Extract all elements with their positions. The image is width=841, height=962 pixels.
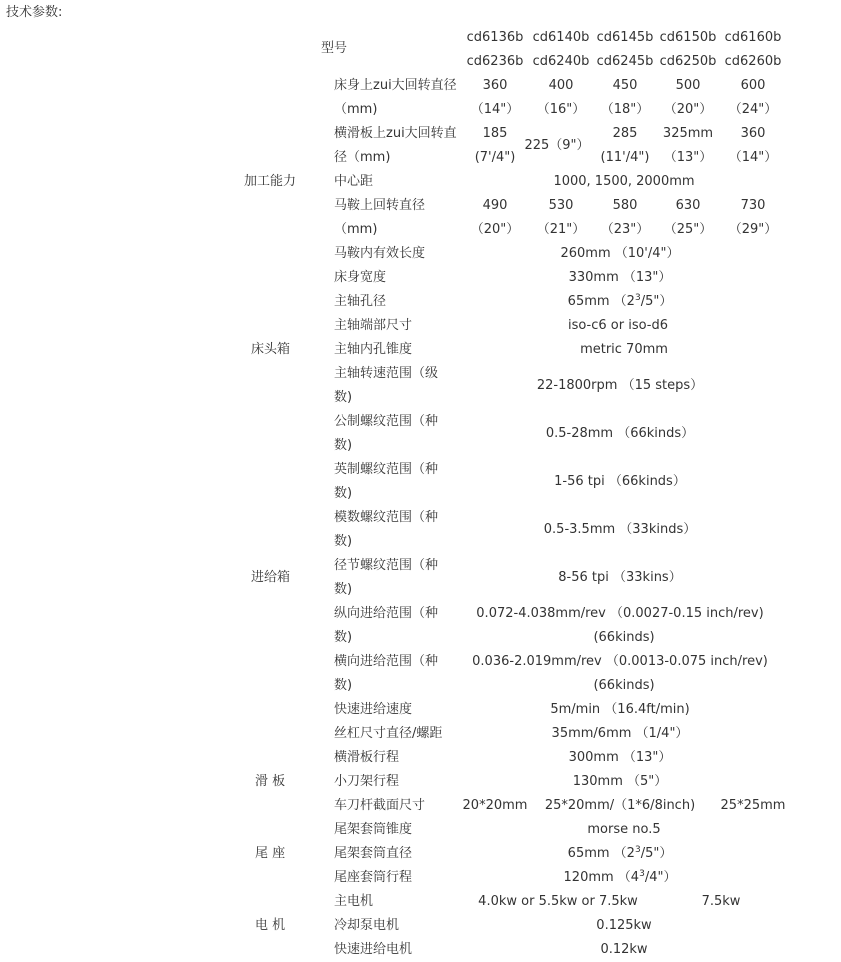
param-value: 300mm （13"） [568, 750, 672, 765]
param-label: （mm) [334, 222, 378, 237]
param-label: 主轴内孔锥度 [334, 342, 413, 357]
param-value: 490 [482, 198, 508, 213]
model-header-label: 型号 [321, 41, 348, 56]
model-name: cd6245b [596, 54, 654, 69]
param-label: 数) [334, 582, 353, 597]
model-name: cd6250b [659, 54, 717, 69]
param-label: 快速进给电机 [334, 942, 413, 957]
param-label: 快速进给速度 [334, 702, 413, 717]
param-value: （14"） [728, 150, 778, 165]
model-name: cd6136b [466, 30, 524, 45]
param-value: 25*20mm/（1*6/8inch) [544, 798, 696, 813]
param-value: 4.0kw or 5.5kw or 7.5kw [478, 894, 638, 909]
group-label: 床头箱 [251, 342, 291, 357]
param-label: 数) [334, 486, 353, 501]
param-label: 数) [334, 630, 353, 645]
param-value: （20"） [663, 102, 713, 117]
param-value: 580 [612, 198, 638, 213]
group-label: 进给箱 [251, 570, 291, 585]
param-value: 260mm （10'/4"） [560, 246, 680, 261]
param-label: （mm) [334, 102, 378, 117]
param-value: 600 [740, 78, 766, 93]
param-value: 400 [548, 78, 574, 93]
param-label: 丝杠尺寸直径/螺距 [334, 726, 443, 741]
param-value: 360 [740, 126, 766, 141]
param-value: （20"） [470, 222, 520, 237]
param-value: 130mm （5"） [572, 774, 668, 789]
group-label: 加工能力 [244, 174, 297, 189]
spec-table [0, 26, 841, 962]
param-label: 纵向进给范围（种 [334, 606, 439, 621]
group-label: 滑 板 [255, 774, 286, 789]
param-value: 0.072-4.038mm/rev （0.0027-0.15 inch/rev) [476, 606, 764, 621]
model-name: cd6145b [596, 30, 654, 45]
param-value: （25"） [663, 222, 713, 237]
param-value: (11'/4") [600, 150, 650, 165]
param-value: 360 [482, 78, 508, 93]
param-label: 数) [334, 534, 353, 549]
param-value: 530 [548, 198, 574, 213]
param-value: （29"） [728, 222, 778, 237]
param-label: 径节螺纹范围（种 [334, 558, 439, 573]
param-label: 公制螺纹范围（种 [334, 414, 439, 429]
model-name: cd6260b [724, 54, 782, 69]
param-label: 尾座套筒行程 [334, 870, 413, 885]
model-name: cd6150b [659, 30, 717, 45]
param-label: 主电机 [334, 894, 374, 909]
param-value: （23"） [600, 222, 650, 237]
param-value: 0.125kw [596, 918, 652, 933]
param-value: 0.12kw [600, 942, 648, 957]
param-value: 225（9"） [524, 138, 590, 153]
model-name: cd6160b [724, 30, 782, 45]
param-value: （13"） [663, 150, 713, 165]
param-label: 床身宽度 [334, 270, 387, 285]
param-value: (7'/4") [474, 150, 516, 165]
model-name: cd6236b [466, 54, 524, 69]
param-value: (66kinds) [593, 678, 655, 693]
param-value: 22-1800rpm （15 steps） [536, 378, 704, 393]
param-value: （18"） [600, 102, 650, 117]
param-label: 径（mm) [334, 150, 391, 165]
param-label: 小刀架行程 [334, 774, 400, 789]
param-label: 数) [334, 678, 353, 693]
param-value: metric 70mm [580, 342, 668, 357]
param-value: （24"） [728, 102, 778, 117]
param-label: 床身上zui大回转直径 [334, 78, 457, 93]
param-label: 尾架套筒锥度 [334, 822, 413, 837]
param-label: 横滑板行程 [334, 750, 400, 765]
group-label: 尾 座 [255, 846, 286, 861]
param-label: 数) [334, 438, 353, 453]
param-value: 0.5-3.5mm （33kinds） [543, 522, 697, 537]
param-value: 65mm $(2^3/5")$ [567, 293, 673, 309]
param-value: morse no.5 [587, 822, 661, 837]
param-label: 横滑板上zui大回转直 [334, 126, 457, 141]
param-value: （14"） [470, 102, 520, 117]
param-value: 1000, 1500, 2000mm [553, 174, 695, 189]
param-value: 5m/min （16.4ft/min) [550, 702, 690, 717]
model-name: cd6140b [532, 30, 590, 45]
param-label: 横向进给范围（种 [334, 654, 439, 669]
param-label: 英制螺纹范围（种 [334, 462, 439, 477]
param-value: 25*25mm [720, 798, 786, 813]
param-value: 630 [675, 198, 701, 213]
page-title: 技术参数: [6, 5, 63, 20]
param-label: 尾架套筒直径 [334, 846, 413, 861]
model-name: cd6240b [532, 54, 590, 69]
param-value: 0.5-28mm （66kinds） [545, 426, 695, 441]
param-value: (66kinds) [593, 630, 655, 645]
param-value: 20*20mm [462, 798, 528, 813]
param-label: 冷却泵电机 [334, 918, 400, 933]
param-value: （16"） [536, 102, 586, 117]
param-value: 0.036-2.019mm/rev （0.0013-0.075 inch/rev) [472, 654, 768, 669]
param-value: 285 [612, 126, 638, 141]
param-value: 730 [740, 198, 766, 213]
param-label: 车刀杆截面尺寸 [334, 798, 426, 813]
param-value: 450 [612, 78, 638, 93]
param-label: 主轴孔径 [334, 294, 387, 309]
param-value: 65mm $(2^3/5")$ [567, 845, 673, 861]
param-label: 主轴转速范围（级 [334, 366, 439, 381]
param-label: 数) [334, 390, 353, 405]
param-value: 35mm/6mm （1/4"） [551, 726, 689, 741]
param-value: 1-56 tpi （66kinds） [554, 474, 686, 489]
param-value: 330mm （13"） [568, 270, 672, 285]
group-label: 电 机 [255, 918, 286, 933]
param-label: 中心距 [334, 174, 374, 189]
param-value: 325mm [662, 126, 714, 141]
param-value: 120mm $(4^3/4")$ [563, 869, 677, 885]
param-label: 马鞍上回转直径 [334, 198, 426, 213]
param-label: 模数螺纹范围（种 [334, 510, 439, 525]
param-value: 7.5kw [701, 894, 741, 909]
param-value: 185 [482, 126, 508, 141]
param-value: 8-56 tpi （33kins） [558, 570, 682, 585]
param-value: iso-c6 or iso-d6 [567, 318, 669, 333]
param-label: 主轴端部尺寸 [334, 318, 413, 333]
param-label: 马鞍内有效长度 [334, 246, 426, 261]
param-value: （21"） [536, 222, 586, 237]
param-value: 500 [675, 78, 701, 93]
